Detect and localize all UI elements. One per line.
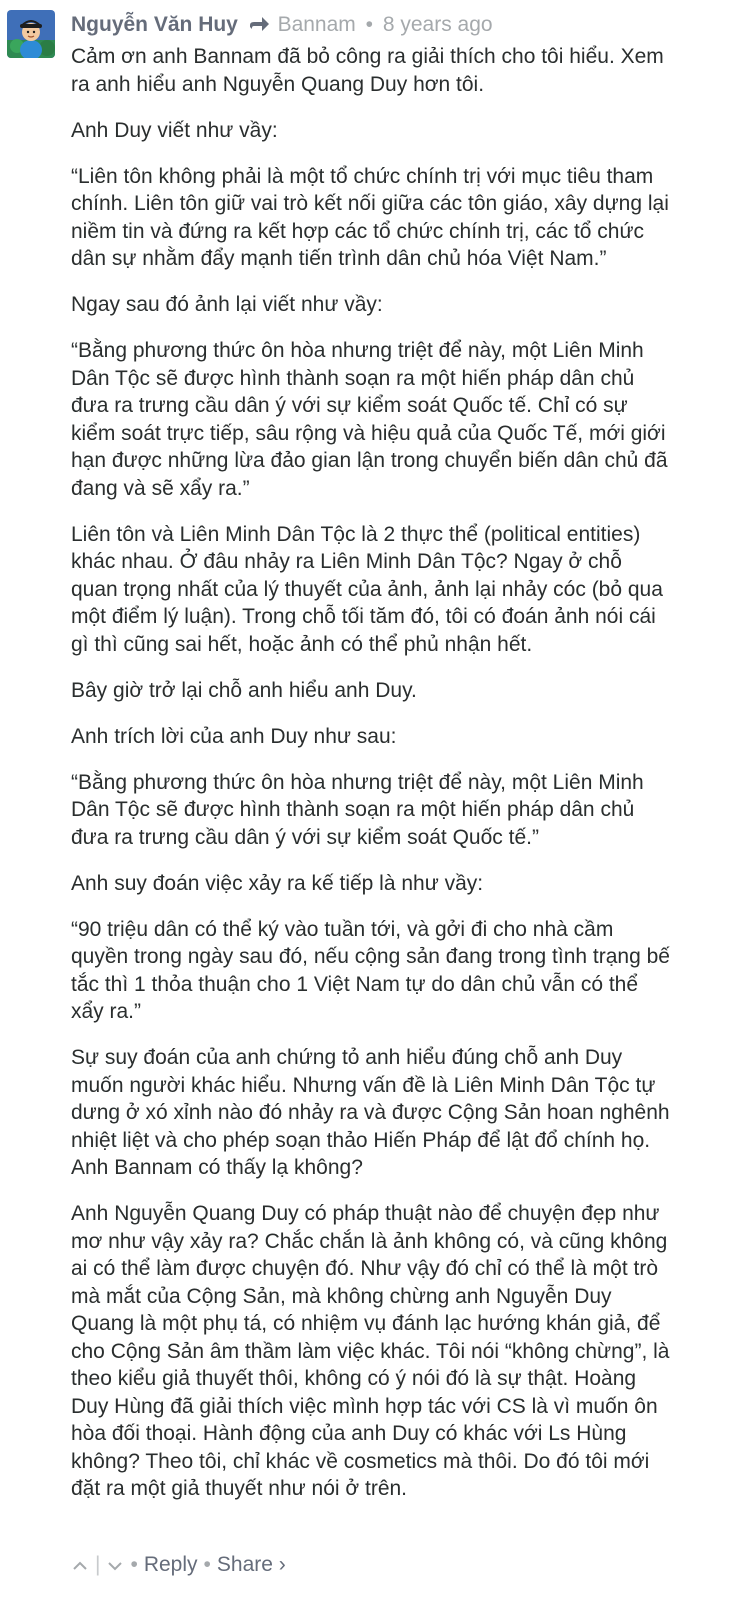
comment-paragraph: “Bằng phương thức ôn hòa nhưng triệt để này, một Liên Minh Dân Tộc sẽ được hình thành soạn ra một hiến pháp dân chủ đưa ra trưng cầu dân ý với sự kiểm soát Quốc tế.” — [71, 770, 644, 849]
comment-paragraph: Anh suy đoán việc xảy ra kế tiếp là như vầy: — [71, 871, 484, 895]
comment-paragraph: Ngay sau đó ảnh lại viết như vầy: — [71, 293, 383, 316]
footer-dot: • — [130, 1553, 138, 1576]
comment-paragraph: Bây giờ trở lại chỗ anh hiểu anh Duy. — [71, 678, 417, 702]
comment-paragraph: Anh Duy viết như vầy: — [71, 118, 278, 142]
comment-paragraph: Liên tôn và Liên Minh Dân Tộc là 2 thực thể (political entities) khác nhau. Ở đâu nhảy ra Liên Minh Dân Tộc? Ngay ở chỗ quan trọng nhất của lý thuyết của ảnh, ảnh lại nhảy cóc (bỏ qua một điểm lý luận). Trong chỗ tối tăm đó, tôi có đoán ảnh nói cái gì thì cũng sai hết, hoặc ảnh có thể phủ nhận hết. — [71, 522, 663, 656]
comment-paragraph: Sự suy đoán của anh chứng tỏ anh hiểu đúng chỗ anh Duy muốn người khác hiểu. Nhưng vấn đề là Liên Minh Dân Tộc tự dưng ở xó xỉnh nào đó nhảy ra và được Cộng Sản hoan nghênh nhiệt liệt và cho phép soạn thảo Hiến Pháp để lật đổ chính họ. Anh Bannam có thấy lạ không? — [71, 1046, 670, 1179]
reply-button[interactable]: Reply — [143, 1553, 198, 1576]
parent-author[interactable]: Bannam — [277, 13, 356, 36]
comment-footer — [71, 1550, 286, 1580]
vote-separator: | — [95, 1553, 101, 1576]
comment-paragraph: “Liên tôn không phải là một tổ chức chính trị với mục tiêu tham chính. Liên tôn giữ vai trò kết nối giữa các tôn giáo, xây dựng lại niềm tin và đứng ra kết hợp các tổ chức chính trị, các tổ chức dân sự nhằm đẩy mạnh tiến trình dân chủ hóa Việt Nam.” — [71, 164, 669, 270]
upvote-button[interactable] — [71, 1552, 89, 1582]
timestamp[interactable]: 8 years ago — [382, 13, 493, 36]
avatar[interactable] — [7, 10, 55, 58]
header-separator: • — [365, 13, 373, 36]
comment-paragraph: “90 triệu dân có thể ký vào tuần tới, và gởi đi cho nhà cầm quyền trong ngày sau đó, nếu cộng sản đang trong tình trạng bế tắc thì 1 thỏa thuận cho 1 Việt Nam tự do dân chủ vẫn có thể xẩy ra.” — [71, 917, 670, 1023]
comment-paragraph: “Bằng phương thức ôn hòa nhưng triệt để này, một Liên Minh Dân Tộc sẽ được hình thành soạn ra một hiến pháp dân chủ đưa ra trưng cầu dân ý với sự kiểm soát Quốc tế. Chỉ có sự kiểm soát trực tiếp, sâu rộng và hiệu quả của Quốc Tế, mới giới hạn được những lừa đảo gian lận trong chuyển biến dân chủ đã đang và sẽ xẩy ra.” — [71, 339, 668, 500]
comment-header — [71, 10, 493, 40]
chevron-down-icon — [106, 1559, 124, 1573]
downvote-button[interactable] — [106, 1552, 124, 1582]
reply-arrow-icon — [248, 14, 270, 34]
share-button[interactable]: Share › — [216, 1553, 286, 1576]
footer-dot: • — [203, 1553, 211, 1576]
comment-body — [71, 43, 749, 1521]
comment-paragraph: Cảm ơn anh Bannam đã bỏ công ra giải thích cho tôi hiểu. Xem ra anh hiểu anh Nguyễn Quang Duy hơn tôi. — [71, 45, 664, 96]
chevron-up-icon — [71, 1559, 89, 1573]
comment-paragraph: Anh trích lời của anh Duy như sau: — [71, 724, 397, 748]
author-name[interactable]: Nguyễn Văn Huy — [71, 13, 238, 36]
avatar-icon — [7, 10, 55, 58]
comment-paragraph: Anh Nguyễn Quang Duy có pháp thuật nào để chuyện đẹp như mơ như vậy xảy ra? Chắc chắn là ảnh không có, và cũng không ai có thể làm được chuyện đó. Như vậy đó chỉ có thể là một trò mà mắt của Cộng Sản, mà không chừng anh Nguyễn Duy Quang là một phụ tá, có nhiệm vụ đánh lạc hướng khán giả, để cho Cộng Sản âm thầm làm việc khác. Tôi nói “không chừng”, là theo kiểu giả thuyết thôi, không có ý nói đó là sự thật. Hoàng Duy Hùng đã giải thích việc mình hợp tác với CS là vì muốn ôn hòa đối thoại. Hành động của anh Duy có khác với Ls Hùng không? Theo tôi, chỉ khác về cosmetics mà thôi. Do đó tôi mới đặt ra một giả thuyết như nói ở trên. — [71, 1202, 670, 1500]
